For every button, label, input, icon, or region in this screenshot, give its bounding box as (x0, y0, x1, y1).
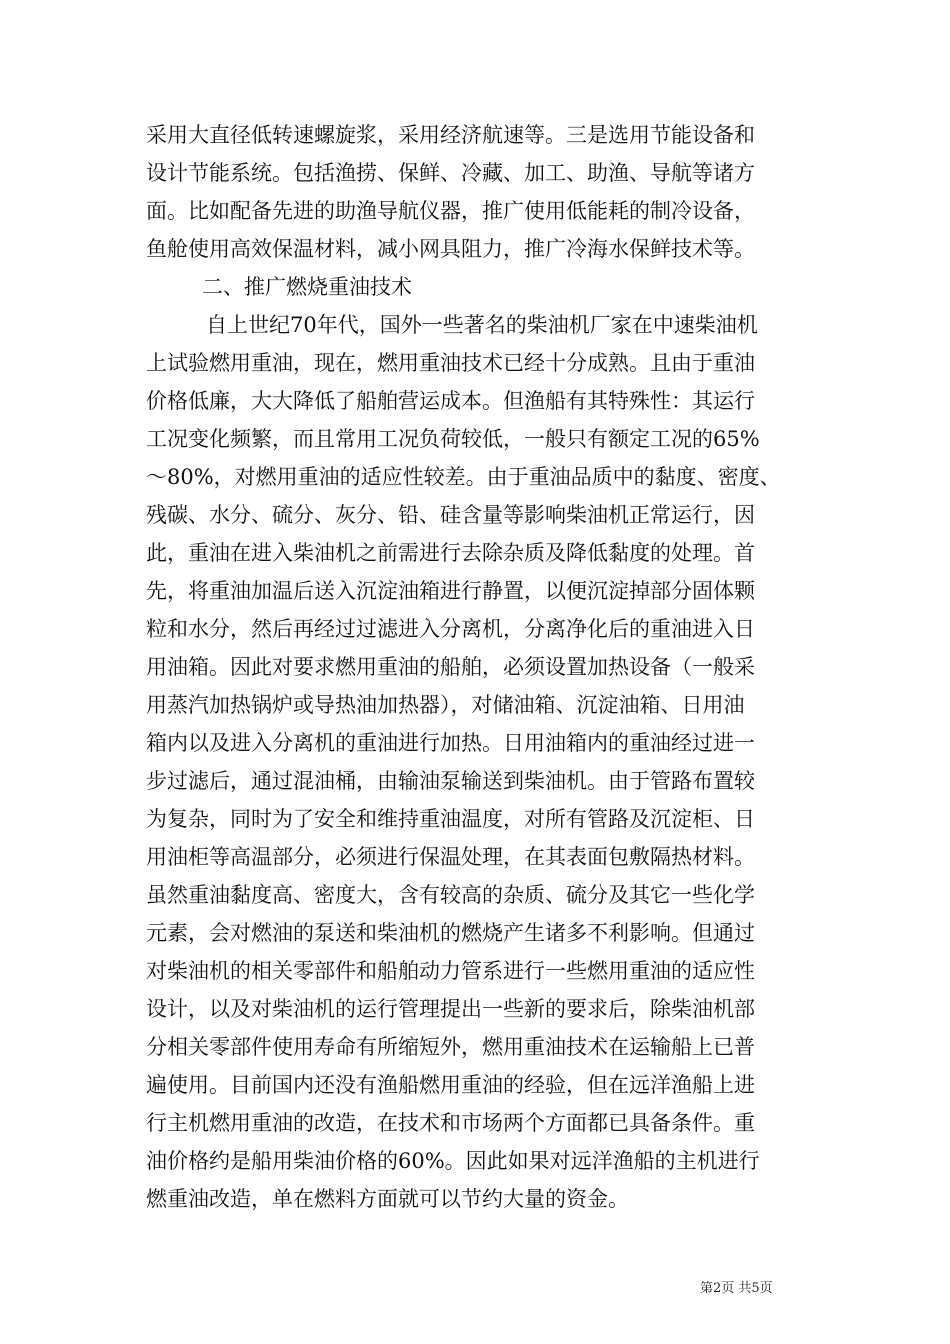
text-line: 虽然重油黏度高、密度大，含有较高的杂质、硫分及其它一些化学 (146, 883, 755, 907)
text-line: 面。比如配备先进的助渔导航仪器，推广使用低能耗的制冷设备， (146, 199, 755, 223)
text-line: 步过滤后，通过混油桶，由输油泵输送到柴油机。由于管路布置较 (146, 769, 755, 793)
text-line: 上试验燃用重油，现在，燃用重油技术已经十分成熟。且由于重油 (146, 351, 755, 375)
text-line: 燃重油改造，单在燃料方面就可以节约大量的资金。 (146, 1187, 629, 1211)
text-line: 自上世纪70年代，国外一些著名的柴油机厂家在中速柴油机 (206, 313, 758, 337)
text-line: 箱内以及进入分离机的重油进行加热。日用油箱内的重油经过进一 (146, 731, 755, 755)
text-line: 残碳、水分、硫分、灰分、铅、硅含量等影响柴油机正常运行，因 (146, 503, 755, 527)
section-heading: 二、推广燃烧重油技术 (202, 275, 412, 299)
text-line: 设计节能系统。包括渔捞、保鲜、冷藏、加工、助渔、导航等诸方 (146, 161, 755, 185)
text-line: 用蒸汽加热锅炉或导热油加热器），对储油箱、沉淀油箱、日用油 (146, 693, 745, 717)
body-text (146, 116, 811, 1218)
text-line: 采用大直径低转速螺旋浆，采用经济航速等。三是选用节能设备和 (146, 123, 755, 147)
text-line: 元素，会对燃油的泵送和柴油机的燃烧产生诸多不利影响。但通过 (146, 921, 755, 945)
text-line: 鱼舱使用高效保温材料，减小网具阻力，推广冷海水保鲜技术等。 (146, 237, 755, 261)
text-line: 先，将重油加温后送入沉淀油箱进行静置，以便沉淀掉部分固体颗 (146, 579, 755, 603)
text-line: 价格低廉，大大降低了船舶营运成本。但渔船有其特殊性：其运行 (146, 389, 755, 413)
text-line: 设计，以及对柴油机的运行管理提出一些新的要求后，除柴油机部 (146, 997, 755, 1021)
text-line: 遍使用。目前国内还没有渔船燃用重油的经验，但在远洋渔船上进 (146, 1073, 755, 1097)
text-line: 分相关零部件使用寿命有所缩短外，燃用重油技术在运输船上已普 (146, 1035, 755, 1059)
text-line: 用油箱。因此对要求燃用重油的船舶，必须设置加热设备（一般采 (146, 655, 755, 679)
text-line: 用油柜等高温部分，必须进行保温处理，在其表面包敷隔热材料。 (146, 845, 755, 869)
text-line: 为复杂，同时为了安全和维持重油温度，对所有管路及沉淀柜、日 (146, 807, 755, 831)
text-line: 油价格约是船用柴油价格的60%。因此如果对远洋渔船的主机进行 (146, 1149, 760, 1173)
text-line: 行主机燃用重油的改造，在技术和市场两个方面都已具备条件。重 (146, 1111, 755, 1135)
text-line: 工况变化频繁，而且常用工况负荷较低，一般只有额定工况的65% (146, 427, 760, 451)
text-line: ～80%，对燃用重油的适应性较差。由于重油品质中的黏度、密度、 (146, 465, 781, 489)
text-line: 粒和水分，然后再经过过滤进入分离机，分离净化后的重油进入日 (146, 617, 755, 641)
page-footer: 第2页 共5页 (700, 1281, 773, 1296)
text-line: 对柴油机的相关零部件和船舶动力管系进行一些燃用重油的适应性 (146, 959, 755, 983)
text-line: 此，重油在进入柴油机之前需进行去除杂质及降低黏度的处理。首 (146, 541, 755, 565)
